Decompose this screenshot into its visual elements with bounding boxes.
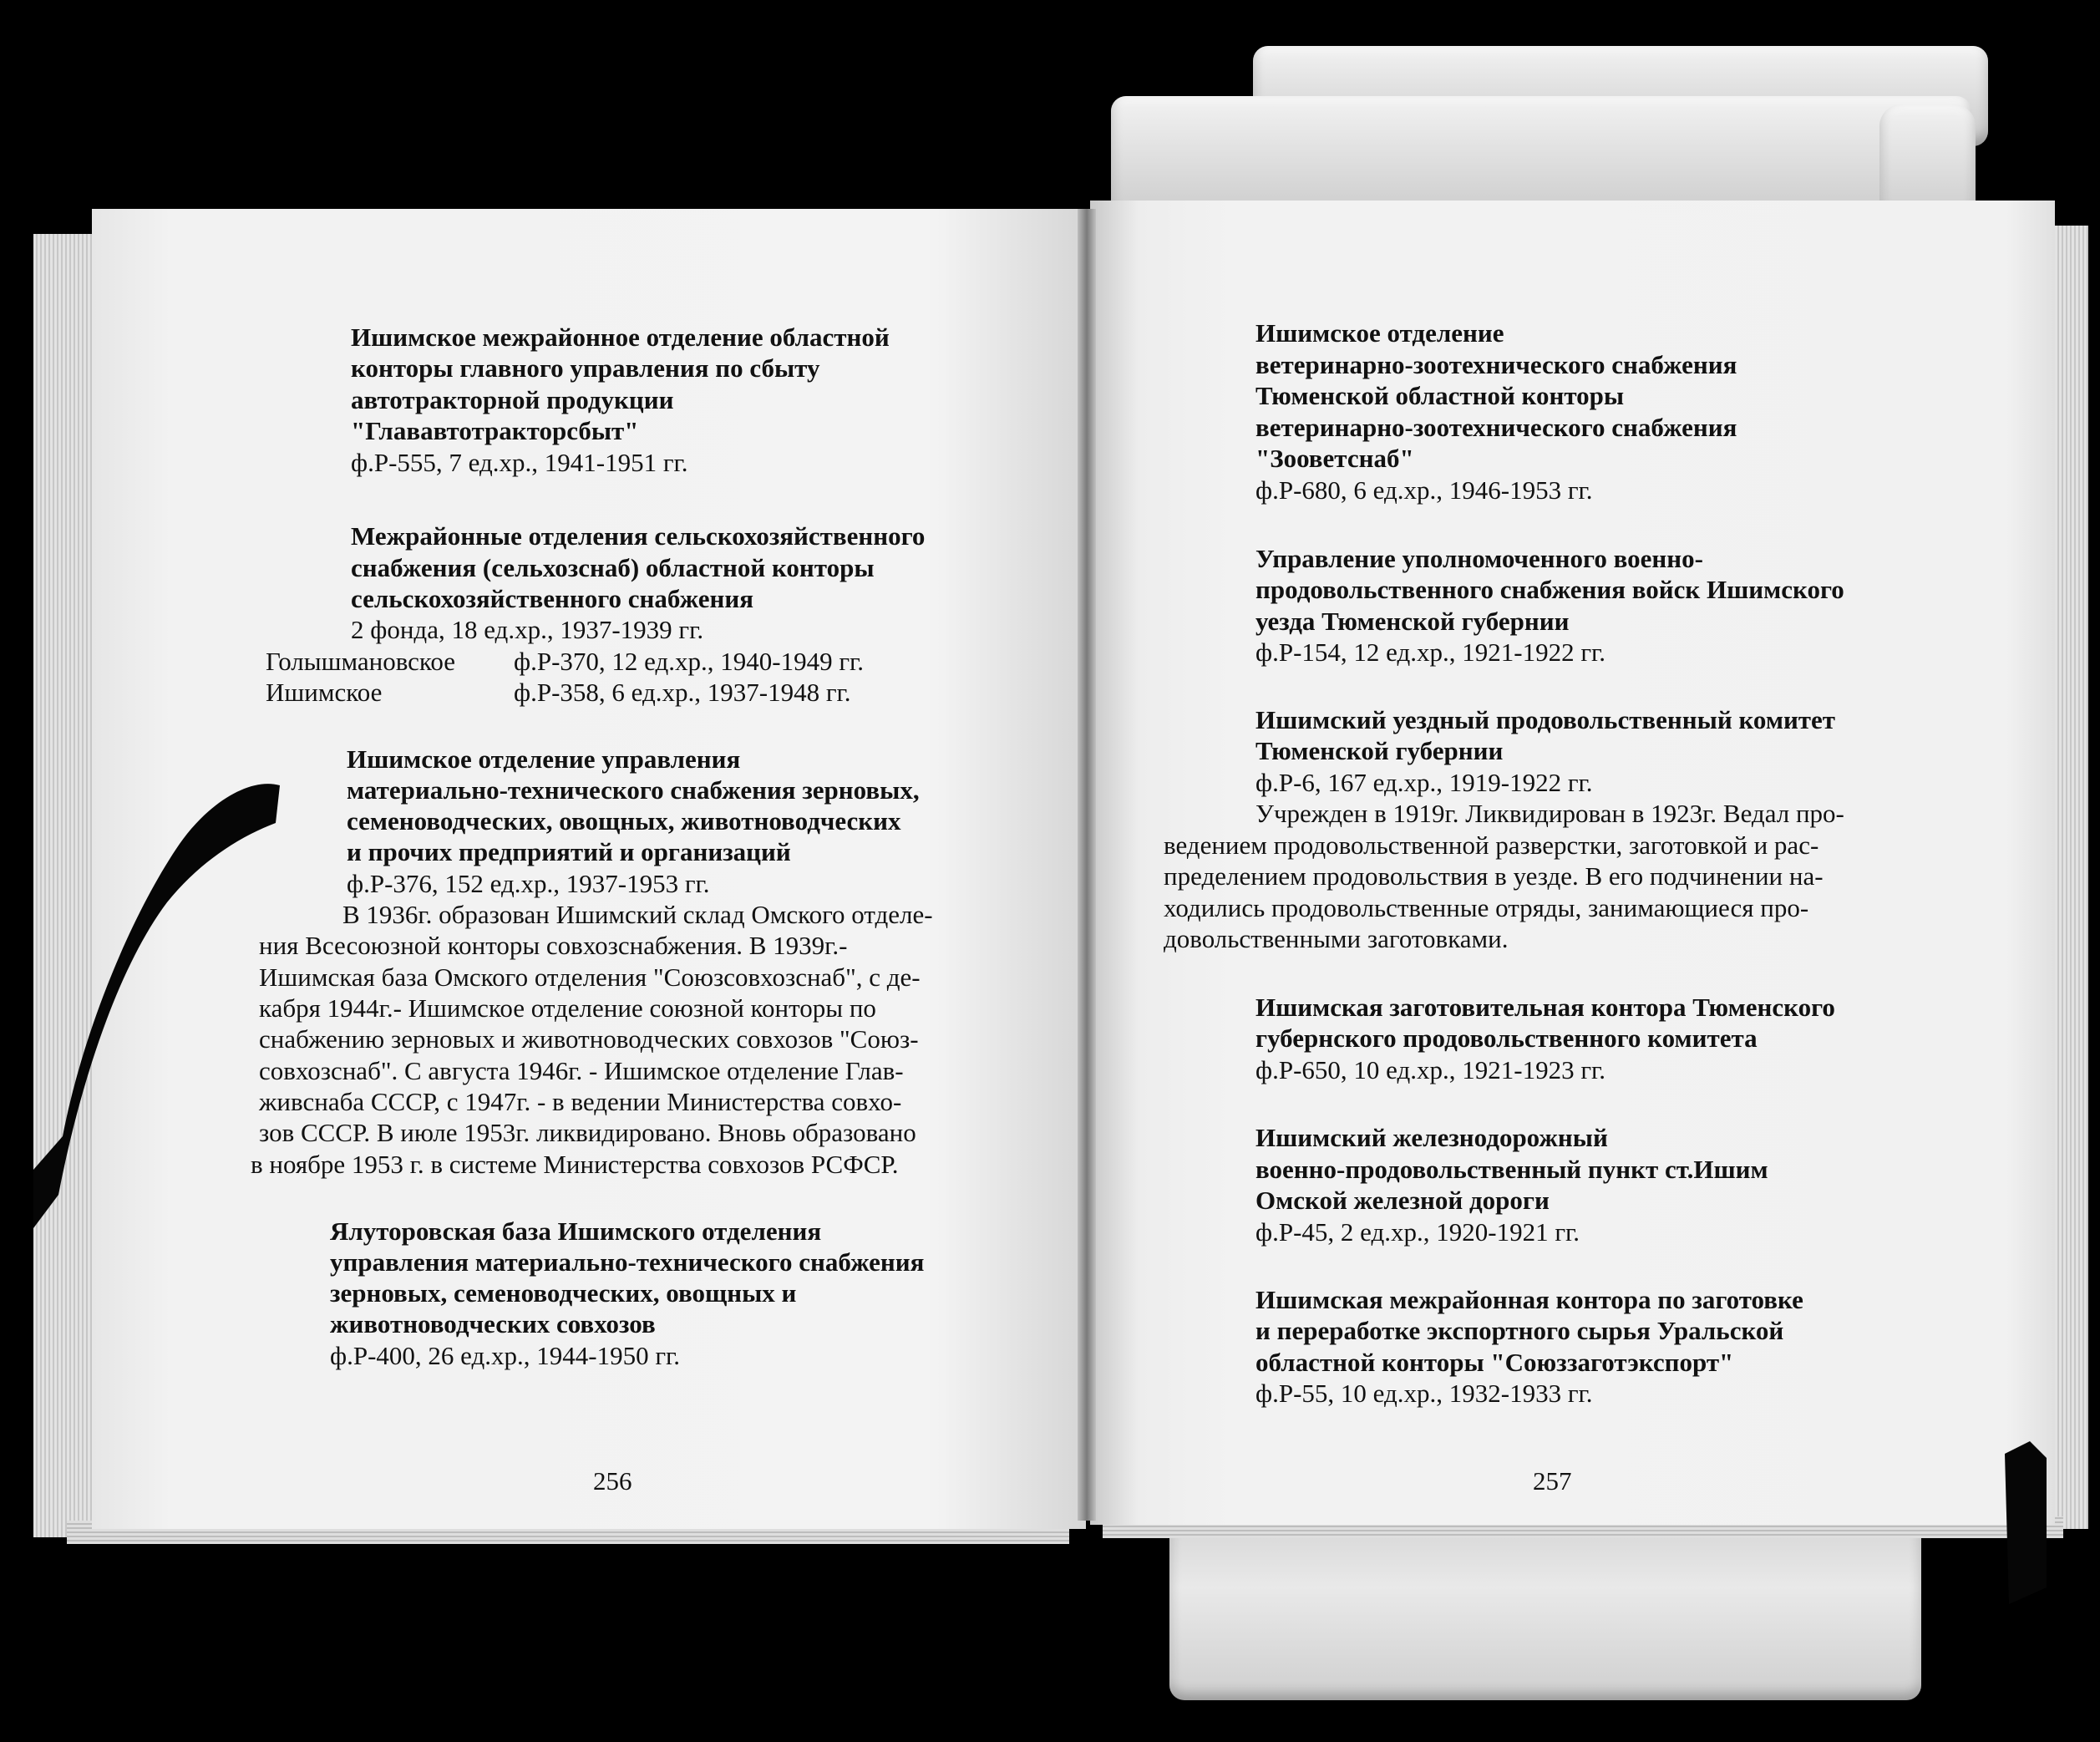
entry-description-line: ходились продовольственные отряды, занимающиеся про- [1164,893,1809,922]
sub-row-ref: ф.Р-358, 6 ед.хр., 1937-1948 гг. [514,678,851,707]
entry-description-line: пределением продовольствия в уезде. В его подчинении на- [1164,861,1824,891]
sub-row-name: Голышмановское [266,647,456,676]
entry-fond-ref: ф.Р-555, 7 ед.хр., 1941-1951 гг. [351,448,688,477]
sub-row-ref: ф.Р-370, 12 ед.хр., 1940-1949 гг. [514,647,865,676]
entry-title-line: автотракторной продукции [351,385,674,414]
entry-description-line: В 1936г. образован Ишимский склад Омского отделе- [342,900,933,929]
entry-title-line: губернского продовольственного комитета [1255,1023,1758,1053]
entry-title-line: Ишимское отделение [1255,318,1504,348]
sub-row-name: Ишимское [266,678,383,707]
entry-title-line: военно-продовольственный пункт ст.Ишим [1255,1155,1768,1184]
entry-description-line: ния Всесоюзной конторы совхозснабжения. В 1939г.- [259,931,848,960]
entry-fond-ref: 2 фонда, 18 ед.хр., 1937-1939 гг. [351,615,704,644]
entry-title-line: Тюменской губернии [1255,736,1504,765]
entry-description-line: живснаба СССР, с 1947г. - в ведении Министерства совхо- [259,1087,902,1116]
entry-fond-ref: ф.Р-680, 6 ед.хр., 1946-1953 гг. [1255,475,1593,505]
entry-description-line: кабря 1944г.- Ишимское отделение союзной конторы по [259,993,876,1023]
entry-title-line: и прочих предприятий и организаций [347,837,791,866]
entry-description-line: Ишимская база Омского отделения "Союзсовхозснаб", с де- [259,962,921,992]
entry-title-line: семеноводческих, овощных, животноводческих [347,806,901,835]
entry-title-line: сельскохозяйственного снабжения [351,584,753,613]
entry-title-line: животноводческих совхозов [330,1309,656,1338]
bookmark-ribbon-left [33,784,280,1228]
entry-title-line: материально-технического снабжения зерновых, [347,775,920,805]
entry-description-line: снабжению зерновых и животноводческих совхозов "Союз- [259,1024,919,1054]
entry-title-line: Межрайонные отделения сельскохозяйственного [351,521,926,551]
entry-fond-ref: ф.Р-376, 152 ед.хр., 1937-1953 гг. [347,869,710,898]
entry-title-line: управления материально-технического снабжения [330,1247,925,1277]
entry-description-line: в ноябре 1953 г. в системе Министерства совхозов РСФСР. [251,1150,899,1179]
entry-title-line: уезда Тюменской губернии [1255,607,1570,636]
bookmark-ribbon-right [2005,1441,2047,1604]
entry-title-line: и переработке экспортного сырья Уральской [1255,1316,1784,1345]
page-number: 256 [593,1466,632,1496]
entry-title-line: "Зооветснаб" [1255,444,1414,473]
entry-fond-ref: ф.Р-45, 2 ед.хр., 1920-1921 гг. [1255,1217,1580,1247]
entry-title-line: Ишимская межрайонная контора по заготовке [1255,1285,1803,1314]
entry-fond-ref: ф.Р-6, 167 ед.хр., 1919-1922 гг. [1255,768,1593,797]
entry-title-line: Ялуторовская база Ишимского отделения [330,1216,822,1246]
entry-title-line: Ишимское межрайонное отделение областной [351,322,890,352]
entry-description-line: ведением продовольственной разверстки, заготовкой и рас- [1164,830,1819,860]
entry-title-line: зерновых, семеноводческих, овощных и [330,1278,797,1308]
entry-title-line: Ишимское отделение управления [347,744,741,774]
entry-title-line: ветеринарно-зоотехнического снабжения [1255,413,1737,442]
entry-title-line: областной конторы "Союззаготэкспорт" [1255,1348,1734,1377]
entry-title-line: "Глававтотракторсбыт" [351,416,639,445]
entry-fond-ref: ф.Р-650, 10 ед.хр., 1921-1923 гг. [1255,1055,1606,1084]
entry-description-line: совхозснаб". С августа 1946г. - Ишимское отделение Глав- [259,1056,904,1085]
entry-description-line: Учрежден в 1919г. Ликвидирован в 1923г. Ведал про- [1255,799,1844,828]
entry-title-line: Омской железной дороги [1255,1186,1550,1215]
entry-title-line: Управление уполномоченного военно- [1255,544,1703,573]
page-number: 257 [1533,1466,1572,1496]
entry-fond-ref: ф.Р-154, 12 ед.хр., 1921-1922 гг. [1255,637,1606,667]
entry-title-line: снабжения (сельхозснаб) областной конторы [351,553,875,582]
entry-title-line: Ишимский уездный продовольственный комитет [1255,705,1836,734]
entry-description-line: зов СССР. В июле 1953г. ликвидировано. Вновь образовано [259,1118,916,1147]
entry-description-line: довольственными заготовками. [1164,924,1509,953]
entry-title-line: Тюменской областной конторы [1255,381,1625,410]
entry-fond-ref: ф.Р-55, 10 ед.хр., 1932-1933 гг. [1255,1379,1593,1408]
entry-title-line: продовольственного снабжения войск Ишимского [1255,575,1844,604]
entry-title-line: Ишимская заготовительная контора Тюменского [1255,993,1835,1022]
entry-title-line: конторы главного управления по сбыту [351,353,820,383]
entry-title-line: ветеринарно-зоотехнического снабжения [1255,350,1737,379]
entry-fond-ref: ф.Р-400, 26 ед.хр., 1944-1950 гг. [330,1341,681,1370]
entry-title-line: Ишимский железнодорожный [1255,1123,1608,1152]
